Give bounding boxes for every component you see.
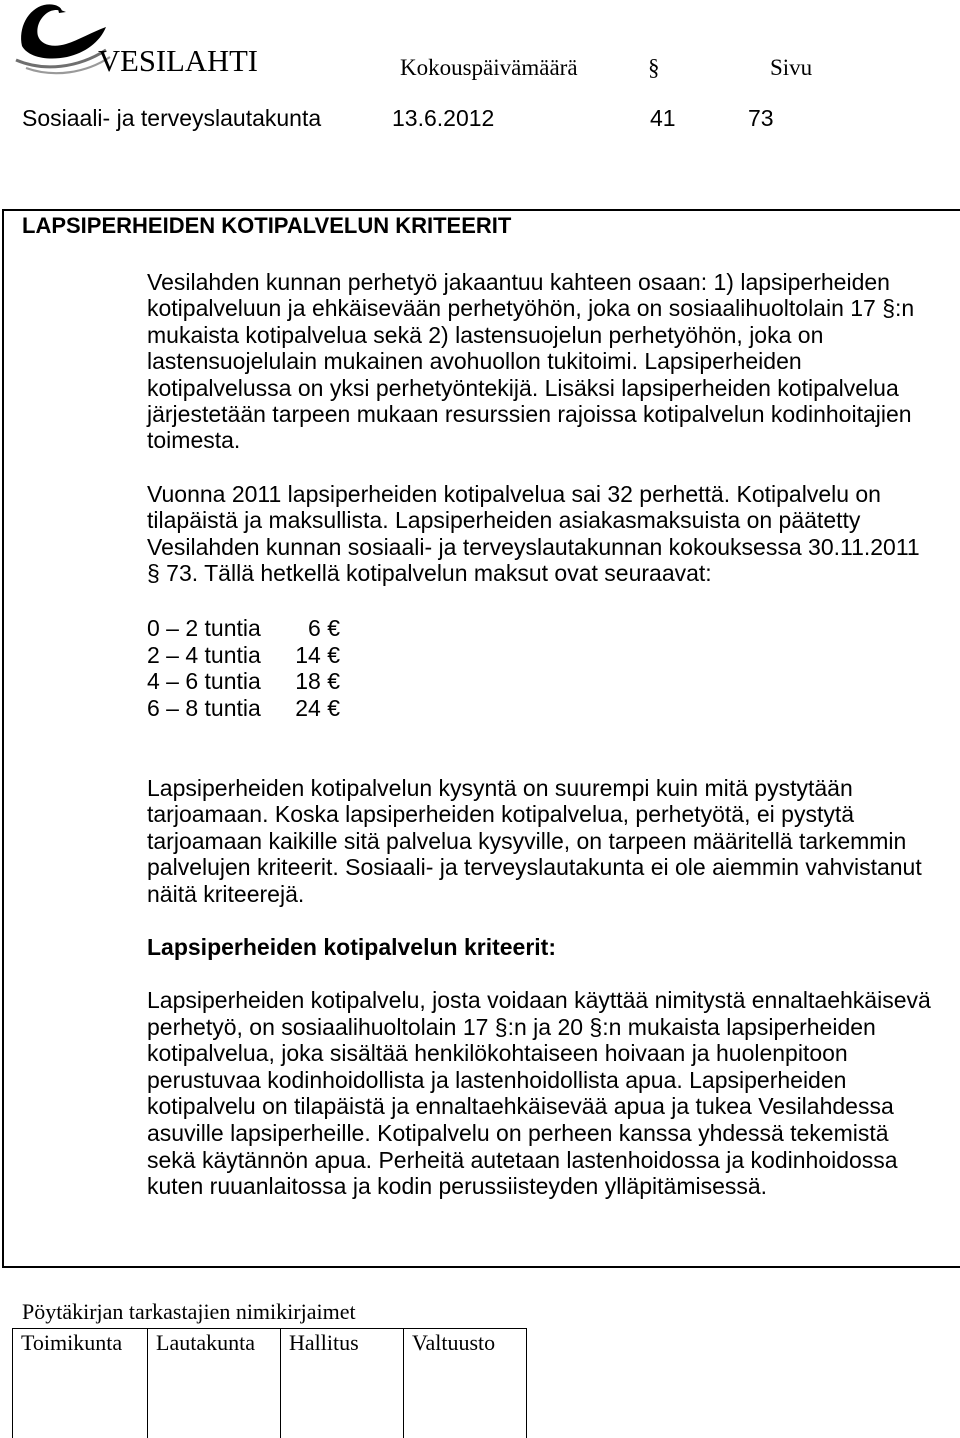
paragraph-line: sekä käytännön apua. Perheitä autetaan lastenhoidossa ja kodinhoidossa	[147, 1146, 898, 1173]
paragraph-line: perustuvaa kodinhoidollista ja lastenhoidollista apua. Lapsiperheiden	[147, 1066, 847, 1093]
meeting-date-label: Kokouspäivämäärä	[400, 55, 578, 80]
paragraph-line: lastensuojelulain mukainen avohuollon tukitoimi. Lapsiperheiden	[147, 348, 802, 375]
signature-label: Pöytäkirjan tarkastajien nimikirjaimet	[22, 1299, 356, 1324]
fee-amount: 18 €	[295, 668, 340, 695]
meeting-date: 13.6.2012	[392, 105, 495, 131]
paragraph-line: järjestetään tarpeen mukaan resurssien rajoissa kotipalvelun kodinhoitajien	[147, 400, 912, 427]
fee-amount: 14 €	[295, 641, 340, 668]
paragraph-line: tarjoamaan kaikille sitä palvelua kysyville, on tarpeen määritellä tarkemmin	[147, 827, 907, 854]
paragraph-line: Lapsiperheiden kotipalvelu, josta voidaan käyttää nimitystä ennaltaehkäisevä	[147, 987, 931, 1013]
paragraph-line: näitä kriteerejä.	[147, 880, 305, 907]
criteria-heading: Lapsiperheiden kotipalvelun kriteerit:	[147, 934, 556, 960]
paragraph-line: perhetyö, on sosiaalihuoltolain 17 §:n ja 20 §:n mukaista lapsiperheiden	[147, 1013, 876, 1040]
signature-column-label: Lautakunta	[156, 1330, 255, 1355]
page-number: 73	[748, 105, 774, 131]
fee-row	[147, 642, 340, 669]
signature-column-toimikunta	[12, 1329, 147, 1438]
paragraph-line: § 73. Tällä hetkellä kotipalvelun maksut ovat seuraavat:	[147, 560, 712, 587]
logo-text: VESILAHTI	[98, 43, 258, 78]
criteria-paragraph	[147, 987, 931, 1200]
logo	[6, 0, 268, 82]
signature-column-valtuusto	[403, 1329, 527, 1438]
page-label: Sivu	[770, 55, 813, 80]
signature-table	[12, 1328, 527, 1438]
signature-column-label: Valtuusto	[412, 1330, 496, 1355]
fee-table	[147, 615, 340, 721]
committee-name: Sosiaali- ja terveyslautakunta	[22, 105, 322, 131]
swan-icon	[16, 4, 110, 73]
fee-row	[147, 695, 340, 722]
paragraph-line: Vesilahden kunnan perhetyö jakaantuu kahteen osaan: 1) lapsiperheiden	[147, 269, 890, 295]
paragraph-line: mukaista kotipalvelua sekä 2) lastensuojelun perhetyöhön, joka on	[147, 321, 824, 348]
fee-hours: 0 – 2 tuntia	[147, 615, 261, 641]
signature-column-label: Hallitus	[289, 1330, 359, 1355]
fee-row	[147, 668, 340, 695]
paragraph-line: Vuonna 2011 lapsiperheiden kotipalvelua sai 32 perhettä. Kotipalvelu on	[147, 481, 881, 507]
section-label: §	[648, 55, 660, 80]
paragraph-line: toimesta.	[147, 427, 241, 454]
fee-hours: 4 – 6 tuntia	[147, 668, 261, 695]
fee-row	[147, 615, 340, 642]
paragraph-line: tarjoamaan. Koska lapsiperheiden kotipalvelua, perhetyötä, ei pystytä	[147, 801, 855, 828]
fee-amount: 24 €	[295, 694, 340, 721]
paragraph-line: kotipalveluun ja ehkäisevään perhetyöhön, joka on sosiaalihuoltolain 17 §:n	[147, 295, 915, 322]
signature-column-lautakunta	[147, 1329, 280, 1438]
fee-amount: 6 €	[308, 615, 340, 641]
document-title: LAPSIPERHEIDEN KOTIPALVELUN KRITEERIT	[22, 213, 512, 238]
signature-column-hallitus	[280, 1329, 403, 1438]
paragraph-line: kotipalvelu on tilapäistä ja ennaltaehkäisevää apua ja tukea Vesilahdessa	[147, 1093, 894, 1120]
paragraph-line: Vesilahden kunnan sosiaali- ja terveyslautakunnan kokouksessa 30.11.2011	[147, 533, 920, 560]
paragraph-line: tilapäistä ja maksullista. Lapsiperheiden asiakasmaksuista on päätetty	[147, 507, 861, 534]
section-number: 41	[650, 105, 676, 131]
fee-hours: 2 – 4 tuntia	[147, 641, 261, 668]
paragraph-line: kotipalvelussa on yksi perhetyöntekijä. Lisäksi lapsiperheiden kotipalvelua	[147, 374, 899, 401]
intro-paragraph	[147, 269, 914, 454]
signature-column-label: Toimikunta	[21, 1330, 123, 1355]
paragraph-line: palvelujen kriteerit. Sosiaali- ja terveyslautakunta ei ole aiemmin vahvistanut	[147, 854, 922, 881]
fee-hours: 6 – 8 tuntia	[147, 694, 261, 721]
paragraph-line: asuville lapsiperheille. Kotipalvelu on perheen kanssa yhdessä tekemistä	[147, 1119, 889, 1146]
paragraph-line: kuten ruuanlaitossa ja kodin perussiisteyden ylläpitämisessä.	[147, 1173, 768, 1200]
paragraph-line: kotipalvelua, joka sisältää henkilökohtaiseen hoivaan ja huolenpitoon	[147, 1040, 848, 1067]
demand-paragraph	[147, 775, 922, 907]
paragraph-line: Lapsiperheiden kotipalvelun kysyntä on suurempi kuin mitä pystytään	[147, 775, 853, 801]
usage-paragraph	[147, 481, 920, 587]
